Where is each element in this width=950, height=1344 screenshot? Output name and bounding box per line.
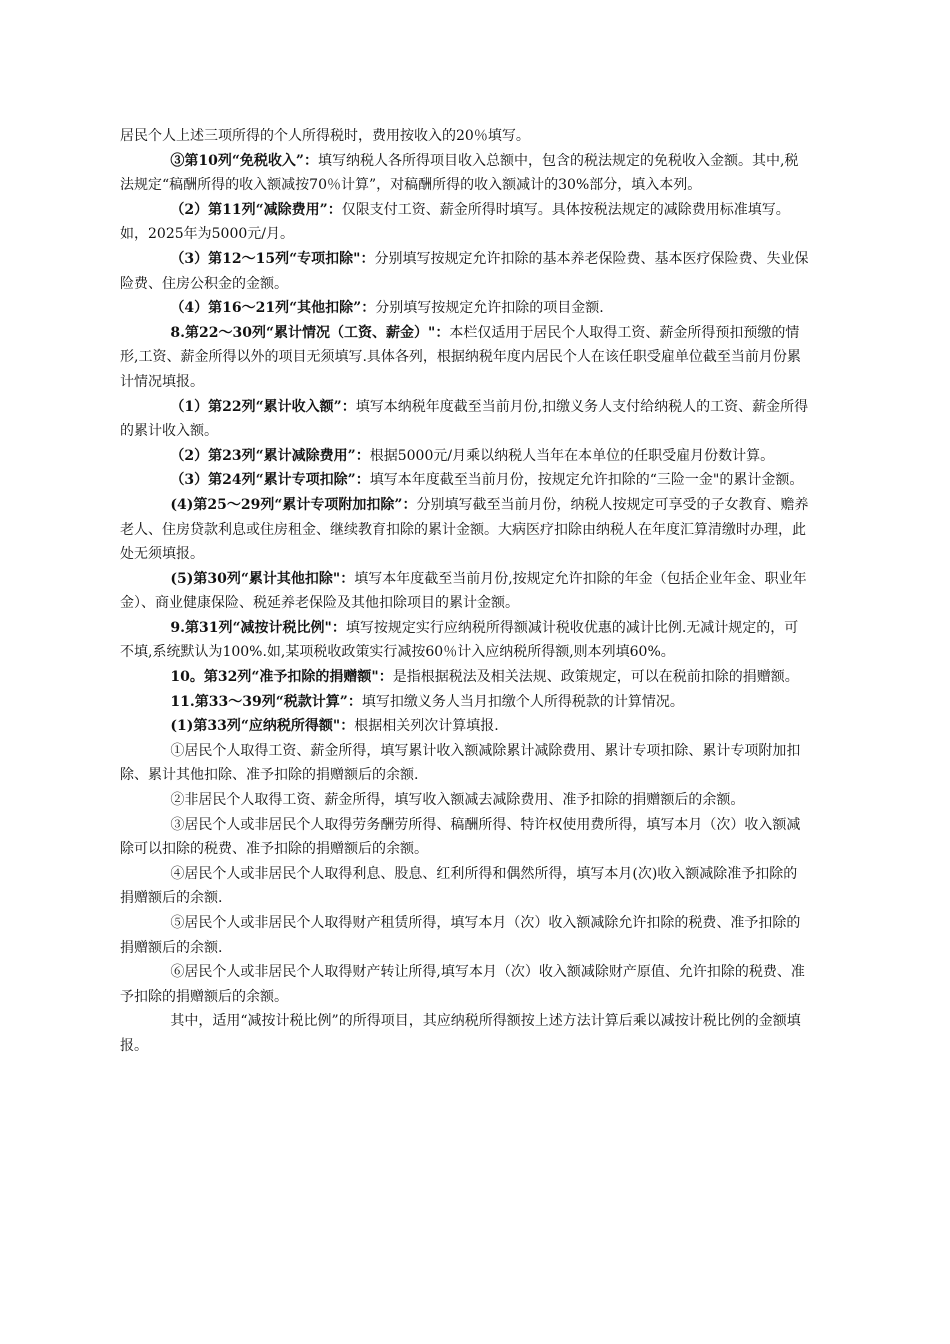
paragraph-13 (120, 690, 810, 715)
paragraph-text: 仅限支付工资、薪金所得时填写。具体按税法规定的减除费用标准填写。如，2025年为5000元/月。 (120, 201, 790, 243)
paragraph-7 (120, 444, 810, 469)
paragraph-21 (120, 1009, 810, 1058)
paragraph-text: ③居民个人或非居民个人取得劳务酬劳所得、稿酬所得、特许权使用费所得，填写本月（次）收入额减除可以扣除的税费、准予扣除的捐赠额后的余额。 (120, 816, 801, 858)
paragraph-head: 10。第32列“准予扣除的捐赠额"： (170, 669, 393, 686)
paragraph-text: 填写纳税人各所得项目收入总额中，包含的税法规定的免税收入金额。其中,税法规定“稿酬所得的收入额减按70％计算”，对稿酬所得的收入额减计的30%部分，填入本列。 (120, 152, 799, 194)
paragraph-text: ⑤居民个人或非居民个人取得财产租赁所得，填写本月（次）收入额减除允许扣除的税费、准予扣除的捐赠额后的余额. (120, 915, 801, 956)
document-body (120, 124, 810, 1059)
paragraph-head: ③第10列“免税收入”： (170, 152, 318, 169)
paragraph-text: ④居民个人或非居民个人取得利息、股息、红利所得和偶然所得，填写本月(次)收入额减除准予扣除的捐赠额后的余额. (120, 865, 798, 907)
paragraph-head: （1）第22列“累计收入额”： (170, 398, 356, 415)
paragraph-head: （4）第16～21列“其他扣除”： (170, 300, 376, 317)
paragraph-2 (120, 198, 810, 247)
paragraph-20 (120, 960, 810, 1009)
paragraph-text: 本栏仅适用于居民个人取得工资、薪金所得预扣预缴的情形,工资、薪金所得以外的项目无须填写.具体各列，根据纳税年度内居民个人在该任职受雇单位截至当前月份累计情况填报。 (120, 324, 801, 390)
paragraph-0 (120, 124, 810, 149)
paragraph-text: 分别填写截至当前月份，纳税人按规定可享受的子女教育、赡养老人、住房贷款利息或住房租金、继续教育扣除的累计金额。大病医疗扣除由纳税人在年度汇算清缴时办理，此处无须填报。 (120, 496, 809, 563)
paragraph-10 (120, 567, 810, 616)
paragraph-text: 填写本年度截至当前月份,按规定允许扣除的年金（包括企业年金、职业年金）、商业健康保险、税延养老保险及其他扣除项目的累计金额。 (120, 570, 807, 612)
paragraph-text: 是指根据税法及相关法规、政策规定，可以在税前扣除的捐赠额。 (392, 669, 799, 686)
paragraph-text: ①居民个人取得工资、薪金所得，填写累计收入额减除累计减除费用、累计专项扣除、累计专项附加扣除、累计其他扣除、准予扣除的捐赠额后的余额. (120, 742, 801, 784)
paragraph-15 (120, 739, 810, 788)
paragraph-text: 填写按规定实行应纳税所得额减计税收优惠的减计比例.无减计规定的，可不填,系统默认为100%.如,某项税收政策实行减按60％计入应纳税所得额,则本列填60%。 (120, 619, 799, 661)
paragraph-text: 居民个人上述三项所得的个人所得税时，费用按收入的20％填写。 (120, 128, 530, 144)
paragraph-head: （2）第11列“减除费用”： (170, 201, 342, 218)
paragraph-text: 其中，适用“减按计税比例”的所得项目，其应纳税所得额按上述方法计算后乘以减按计税比例的金额填报。 (120, 1013, 801, 1054)
paragraph-head: （2）第23列“累计减除费用”： (170, 447, 370, 464)
paragraph-head: 9.第31列“减按计税比例"： (170, 619, 346, 636)
paragraph-3 (120, 247, 810, 296)
paragraph-text: ⑥居民个人或非居民个人取得财产转让所得,填写本月（次）收入额减除财产原值、允许扣除的税费、准予扣除的捐赠额后的余额。 (120, 964, 805, 1005)
paragraph-head: (5)第30列“累计其他扣除"： (170, 570, 355, 587)
paragraph-text: 填写扣缴义务人当月扣缴个人所得税款的计算情况。 (361, 693, 684, 710)
paragraph-5 (120, 321, 810, 395)
paragraph-text: 分别填写按规定允许扣除的项目金额. (375, 300, 604, 317)
paragraph-text: 分别填写按规定允许扣除的基本养老保险费、基本医疗保险费、失业保险费、住房公积金的金额。 (120, 250, 809, 292)
paragraph-6 (120, 395, 810, 444)
paragraph-head: （3）第12～15列“专项扣除"： (170, 250, 375, 267)
paragraph-text: 根据5000元/月乘以纳税人当年在本单位的任职受雇月份数计算。 (369, 447, 775, 464)
paragraph-text: 填写本纳税年度截至当前月份,扣缴义务人支付给纳税人的工资、薪金所得的累计收入额。 (120, 398, 809, 440)
paragraph-12 (120, 665, 810, 690)
paragraph-14 (120, 714, 810, 739)
paragraph-head: (4)第25～29列“累计专项附加扣除”： (170, 496, 417, 513)
paragraph-1 (120, 149, 810, 198)
paragraph-text: 填写本年度截至当前月份，按规定允许扣除的“三险一金"的累计金额。 (369, 472, 804, 489)
paragraph-11 (120, 616, 810, 665)
paragraph-head: (1)第33列“应纳税所得额"： (170, 718, 355, 735)
paragraph-19 (120, 911, 810, 960)
paragraph-head: 11.第33～39列“税款计算”： (170, 693, 362, 710)
paragraph-text: 根据相关列次计算填报. (354, 718, 499, 735)
paragraph-18 (120, 862, 810, 911)
paragraph-17 (120, 813, 810, 862)
paragraph-8 (120, 468, 810, 493)
paragraph-9 (120, 493, 810, 567)
paragraph-text: ②非居民个人取得工资、薪金所得，填写收入额减去减除费用、准予扣除的捐赠额后的余额。 (170, 792, 745, 809)
paragraph-head: 8.第22～30列“累计情况（工资、薪金）"： (170, 324, 450, 341)
paragraph-4 (120, 296, 810, 321)
paragraph-head: （3）第24列“累计专项扣除”： (170, 472, 370, 489)
paragraph-16 (120, 788, 810, 813)
